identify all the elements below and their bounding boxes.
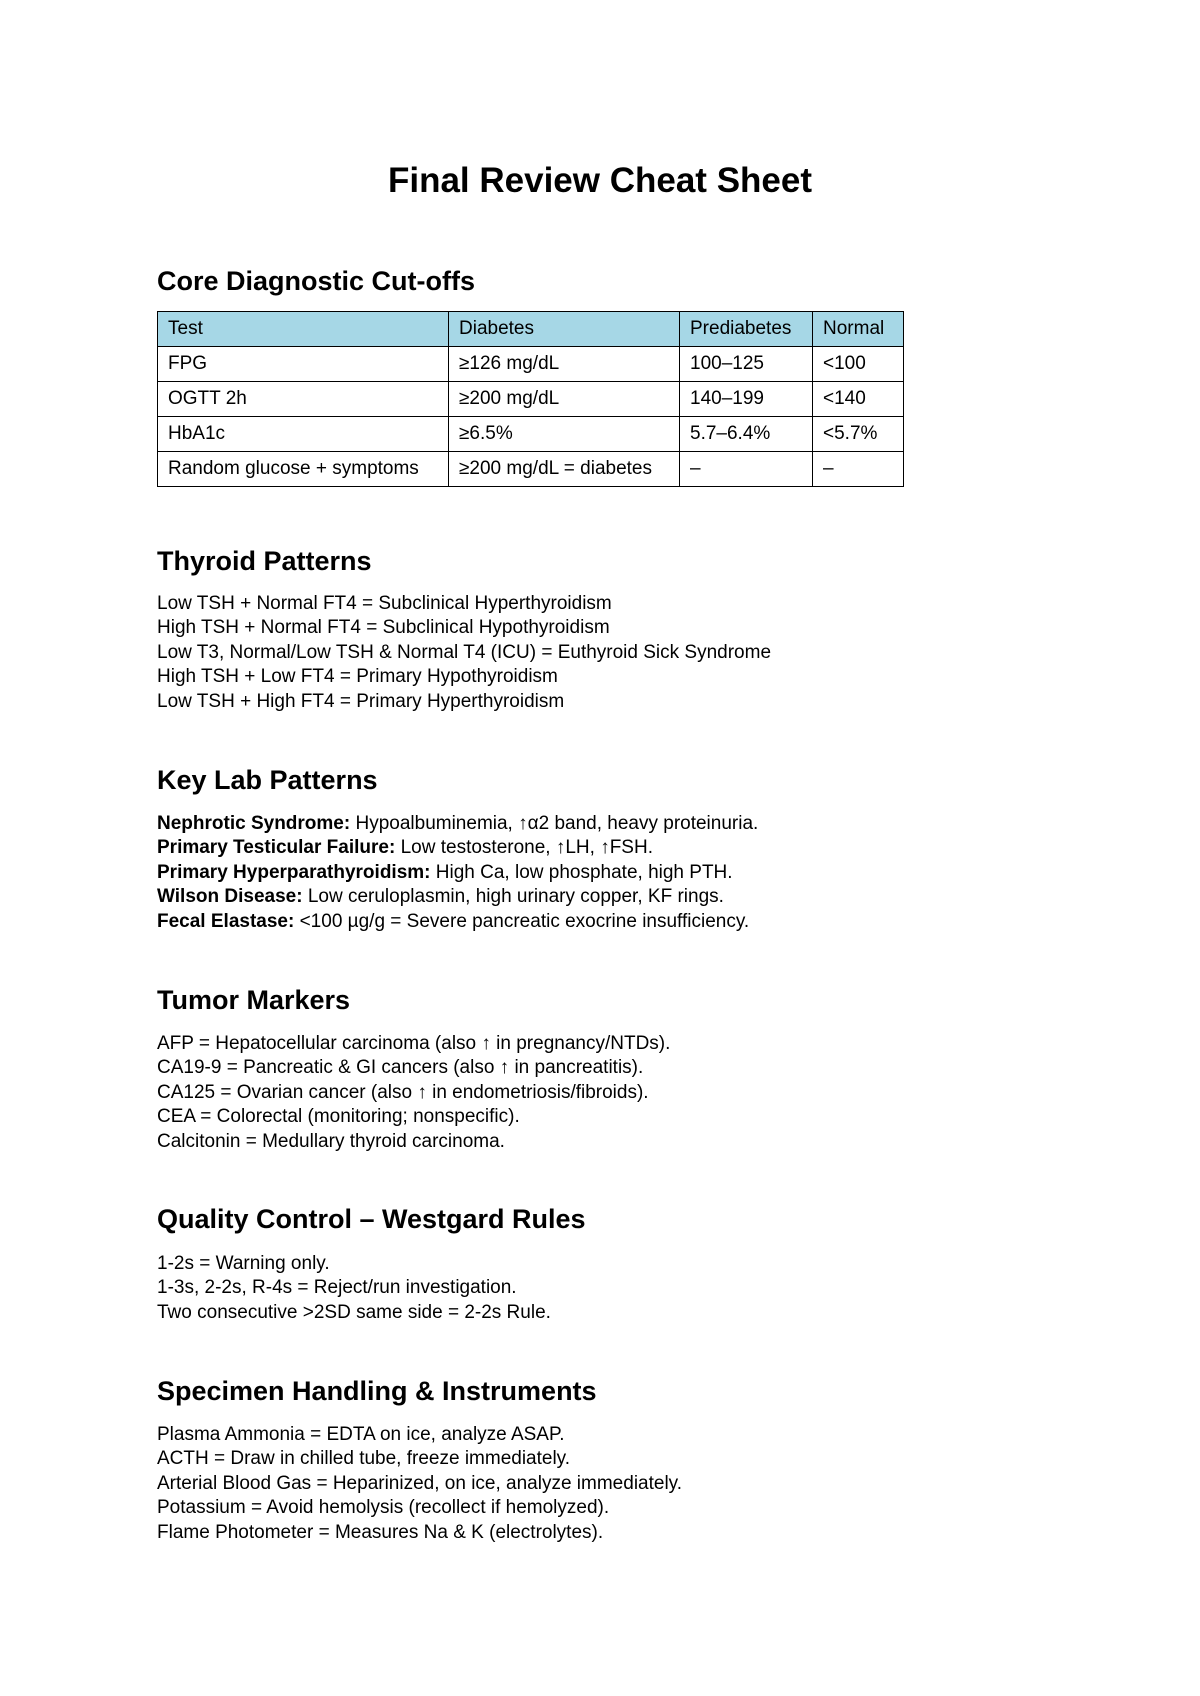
column-header-normal: Normal — [813, 312, 904, 347]
list-item — [157, 812, 758, 836]
term-label: Primary Testicular Failure: — [157, 837, 396, 859]
list-item: ACTH = Draw in chilled tube, freeze immediately. — [157, 1448, 571, 1470]
thyroid-list — [157, 592, 771, 714]
column-header-prediabetes: Prediabetes — [680, 312, 813, 347]
list-item: Low TSH + Normal FT4 = Subclinical Hyperthyroidism — [157, 593, 612, 614]
term-description: Low ceruloplasmin, high urinary copper, KF rings. — [302, 886, 724, 908]
table-cell: 140–199 — [680, 382, 813, 417]
list-item: Flame Photometer = Measures Na & K (electrolytes). — [157, 1521, 604, 1543]
specimen-heading: Specimen Handling & Instruments — [157, 1376, 597, 1406]
term-label: Nephrotic Syndrome: — [157, 813, 351, 834]
list-item: Arterial Blood Gas = Heparinized, on ice, analyze immediately. — [157, 1472, 683, 1494]
table-row — [158, 452, 904, 487]
term-label: Fecal Elastase: — [157, 910, 295, 932]
qc-list — [157, 1252, 551, 1325]
list-item: CA19-9 = Pancreatic & GI cancers (also ↑ in pancreatitis). — [157, 1057, 644, 1079]
table-row — [158, 417, 904, 452]
list-item: High TSH + Normal FT4 = Subclinical Hypothyroidism — [157, 617, 610, 639]
cutoffs-heading: Core Diagnostic Cut-offs — [157, 266, 476, 296]
list-item — [157, 861, 758, 885]
table-row — [158, 382, 904, 417]
lab-patterns-heading: Key Lab Patterns — [157, 765, 378, 795]
table-cell: FPG — [158, 347, 449, 382]
table-cell: <100 — [813, 347, 904, 382]
list-item: Plasma Ammonia = EDTA on ice, analyze ASAP. — [157, 1424, 565, 1445]
list-item: Low T3, Normal/Low TSH & Normal T4 (ICU) = Euthyroid Sick Syndrome — [157, 641, 772, 663]
page-title: Final Review Cheat Sheet — [387, 161, 813, 200]
table-header-row — [158, 312, 904, 347]
term-description: Low testosterone, ↑LH, ↑FSH. — [395, 837, 653, 859]
list-item: CEA = Colorectal (monitoring; nonspecific). — [157, 1106, 520, 1128]
cutoffs-table — [157, 311, 904, 487]
table-cell: ≥200 mg/dL = diabetes — [449, 452, 680, 487]
table-cell: Random glucose + symptoms — [158, 452, 449, 487]
list-item: Calcitonin = Medullary thyroid carcinoma. — [157, 1130, 505, 1152]
list-item — [157, 836, 758, 860]
list-item: 1-3s, 2-2s, R-4s = Reject/run investigation. — [157, 1277, 517, 1299]
list-item: Two consecutive >2SD same side = 2-2s Rule. — [157, 1301, 551, 1323]
qc-heading: Quality Control – Westgard Rules — [157, 1204, 586, 1234]
table-cell: ≥126 mg/dL — [449, 347, 680, 382]
table-cell: – — [680, 452, 813, 487]
term-description: <100 µg/g = Severe pancreatic exocrine insufficiency. — [294, 910, 750, 932]
column-header-test: Test — [158, 312, 449, 347]
table-cell: OGTT 2h — [158, 382, 449, 417]
table-cell: HbA1c — [158, 417, 449, 452]
term-label: Wilson Disease: — [157, 886, 303, 908]
term-description: High Ca, low phosphate, high PTH. — [430, 861, 733, 883]
tumor-markers-heading: Tumor Markers — [157, 985, 351, 1015]
table-cell: <140 — [813, 382, 904, 417]
column-header-diabetes: Diabetes — [449, 312, 680, 347]
list-item: High TSH + Low FT4 = Primary Hypothyroidism — [157, 666, 558, 688]
table-cell: ≥6.5% — [449, 417, 680, 452]
list-item — [157, 885, 758, 909]
list-item: AFP = Hepatocellular carcinoma (also ↑ in pregnancy/NTDs). — [157, 1033, 671, 1054]
thyroid-heading: Thyroid Patterns — [157, 546, 372, 576]
list-item: 1-2s = Warning only. — [157, 1253, 330, 1274]
term-description: Hypoalbuminemia, ↑α2 band, heavy proteinuria. — [350, 813, 759, 834]
term-label: Primary Hyperparathyroidism: — [157, 861, 431, 883]
list-item — [157, 910, 758, 934]
list-item: CA125 = Ovarian cancer (also ↑ in endometriosis/fibroids). — [157, 1081, 649, 1103]
table-cell: 5.7–6.4% — [680, 417, 813, 452]
table-cell: ≥200 mg/dL — [449, 382, 680, 417]
tumor-markers-list — [157, 1032, 670, 1154]
list-item: Potassium = Avoid hemolysis (recollect if hemolyzed). — [157, 1497, 610, 1519]
lab-patterns-list — [157, 812, 758, 934]
table-row — [158, 347, 904, 382]
list-item: Low TSH + High FT4 = Primary Hyperthyroidism — [157, 690, 565, 712]
table-cell: <5.7% — [813, 417, 904, 452]
table-cell: 100–125 — [680, 347, 813, 382]
table-cell: – — [813, 452, 904, 487]
specimen-list — [157, 1423, 682, 1545]
